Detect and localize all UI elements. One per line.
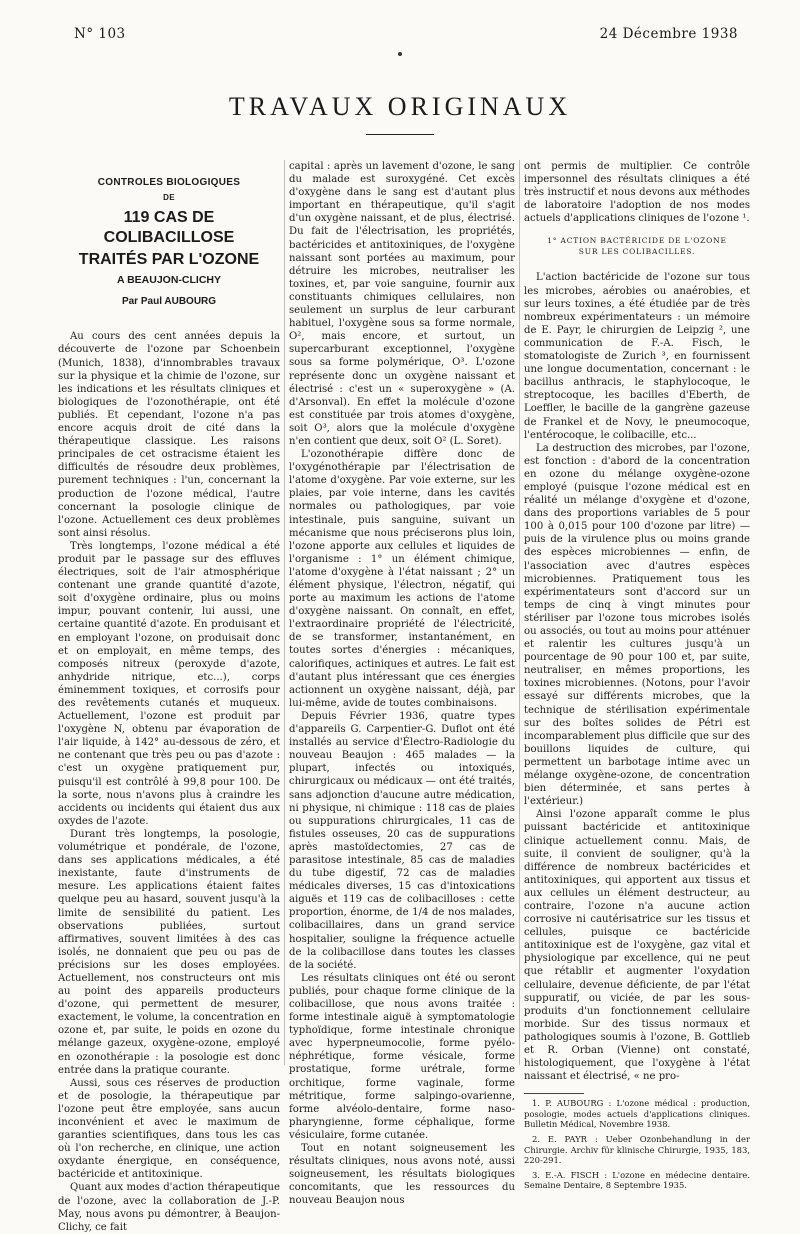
article-heading xyxy=(58,176,280,308)
article-place: A BEAUJON-CLICHY xyxy=(116,274,222,287)
paragraph: L'ozonothérapie diffère donc de l'oxygénothérapie par l'électrisation de l'atome d'oxygène. Par voie externe, sur les plaies, par voie interne, dans les cavités normales ou pathologiques, par voie intestinale, puis sanguine, suivant un mécanisme que nous préciserons plus loin, l'ozone apporte aux cellules et liquides de l'organisme : 1° un élément chimique, l'atome d'oxygène à l'état naissant ; 2° un élément physique, l'électron, négatif, qui porte au maximum les actions de l'atome d'oxygène naissant. On connaît, en effet, l'extraordinaire propriété de l'électricité, de se transformer, instantanément, en toutes sortes d'énergies : mécaniques, calorifiques, actiniques et autres. Le fait est d'autant plus intéressant que ces énergies actionnent un oxygène naissant, déjà, par lui-même, avide de toutes combinaisons. xyxy=(289,449,515,709)
paragraph: capital : après un lavement d'ozone, le sang du malade est suroxygéné. Cet excès d'oxygène dans le sang est d'autant plus important en thérapeutique, qu'il s'agit d'un oxygène naissant, et de plus, électrisé. Du fait de l'électrisation, les propriétés, bactéricides et antitoxiniques, de l'oxygène naissant sont portées au maximum, pour détruire les microbes, neutraliser les toxines, et, par voie sanguine, fournir aux constituants chimiques cellulaires, non seulement un surplus de leur carburant habituel, l'oxygène sous sa forme normale, O², mais encore, et surtout, un supercarburant exceptionnel, l'oxygène sous sa forme polymérique, O³. L'ozone représente donc un oxygène naissant et électrisé : c'est un « superoxygène » (A. d'Arsonval). En effet la molécule d'ozone est constituée par trois atomes d'oxygène, soit O³, alors que la molécule d'oxygène n'en contient que deux, soit O² (L. Soret). xyxy=(289,161,515,447)
paragraph: Durant très longtemps, la posologie, volumétrique et pondérale, de l'ozone, dans ses applications médicales, a été inexistante, faute d'instruments de mesure. Les applications étaient faites quelque peu au hasard, souvent jusqu'à la limite de sensibilité du patient. Les observations publiées, surtout affirmatives, souvent limitées à des cas isolés, ne donnaient que peu ou pas de précisions sur les doses employées. Actuellement, nos constructeurs ont mis au point des appareils producteurs d'ozone, qui permettent de mesurer, exactement, le volume, la concentration en ozone et, par suite, le poids en ozone du mélange gazeux, oxygène-ozone, employé en ozonothérapie : la posologie est donc entrée dans la pratique courante. xyxy=(58,828,280,1076)
article-title-line-1: 119 CAS DE COLIBACILLOSE xyxy=(103,209,235,247)
paragraph: Quant aux modes d'action thérapeutique de l'ozone, avec la collaboration de J.-P. May, nous avons pu démontrer, à Beaujon-Clichy, ce fait xyxy=(58,1182,280,1233)
paragraph: Aussi, sous ces réserves de production et de posologie, la thérapeutique par l'ozone peut être employée, sans aucun inconvénient et avec le maximum de garanties scientifiques, dans tous les cas où l'on recherche, en clinique, une action oxydante énergique, en conséquence, bactéricide et antitoxinique. xyxy=(58,1077,280,1181)
issue-number: N° 103 xyxy=(74,26,126,42)
paragraph: La destruction des microbes, par l'ozone, est fonction : d'abord de la concentration en ozone du mélange oxygène-ozone employé (puisque l'ozone médical est en réalité un mélange d'oxygène et d'ozone, dans des proportions variables de 5 pour 100 à 0,015 pour 100 d'ozone par litre) — puis de la virulence plus ou moins grande des espèces microbiennes — enfin, de l'association avec d'autres espèces microbiennes. Pratiquement tous les expérimentateurs sont d'accord sur un temps de cinq à vingt minutes pour stériliser par l'ozone tous microbes isolés ou associés, ou tout au moins pour atténuer et ralentir les cultures jusqu'à un pourcentage de 90 pour 100 et, par suite, neutraliser, en mêmes proportions, les toxines microbiennes. (Notons, pour l'avoir essayé sur différents microbes, que la technique de stérilisation expérimentale sur des boîtes solides de Pétri est incomparablement plus difficile que sur des bouillons liquides de culture, qui permettent un barbotage intime avec un mélange oxygène-ozone, de concentration bien déterminée, et sans pertes à l'extérieur.) xyxy=(524,442,750,808)
subheading-line-1: 1° ACTION BACTÉRICIDE DE L'OZONE xyxy=(547,236,727,246)
article-kicker-de: DE xyxy=(163,193,175,203)
footnote: 1. P. AUBOURG : L'ozone médical : production, posologie, modes actuels d'applications cliniques. Bulletin Médical, Novembre 1938. xyxy=(524,1098,750,1130)
article-title-line-2: TRAITÉS PAR L'OZONE xyxy=(78,251,260,269)
paragraph: Les résultats cliniques ont été ou seront publiés, pour chaque forme clinique de la colibacillose, que nous avons traitée : forme intestinale aiguë à symptomatologie typhoïdique, forme intestinale chronique avec hyperpneumocolie, forme pyélo-néphrétique, forme vésicale, forme prostatique, forme urétrale, forme orchitique, forme vaginale, forme métritique, forme salpingo-ovarienne, forme alvéolo-dentaire, forme naso-pharyngienne, forme céphalique, forme vésiculaire, forme cutanée. xyxy=(289,972,515,1141)
column-divider xyxy=(284,160,285,1065)
column-1 xyxy=(58,160,280,1234)
paragraph: L'action bactéricide de l'ozone sur tous les microbes, aérobies ou anaérobies, et sur leurs toxines, a été étudiée par de très nombreux expérimentateurs : un mémoire de E. Payr, le chirurgien de Leipzig ², une communication de F.-A. Fisch, le stomatologiste de Zurich ³, en fournissent une longue documentation, concernant : le bacillus anthracis, le staphylocoque, le streptocoque, les bacilles d'Eberth, de Loeffler, le bacille de la gangrène gazeuse de Frankel et de Novy, le pneumocoque, l'entérocoque, le colibacille, etc... xyxy=(524,272,750,441)
subheading xyxy=(524,235,750,257)
footnote: 2. E. PAYR : Ueber Ozonbehandlung in der Chirurgie. Archiv für klinische Chirurgie, 1935, 183, 220-291. xyxy=(524,1134,750,1166)
paragraph: Depuis Février 1936, quatre types d'appareils G. Carpentier-G. Duflot ont été installés au service d'Électro-Radiologie du nouveau Beaujon : 465 malades — la plupart, infectés ou intoxiqués, chirurgicaux ou médicaux — ont été traités, sans adjonction d'aucune autre médication, ni physique, ni chimique : 118 cas de plaies ou suppurations chirurgicales, 11 cas de fistules osseuses, 20 cas de suppurations après mastoïdectomies, 27 cas de parasitose intestinale, 85 cas de maladies du tube digestif, 72 cas de maladies médicales diverses, 15 cas d'intoxications aiguës et 119 cas de colibacilloses : cette proportion, énorme, de 1/4 de nos malades, colibacillaires, dans un grand service hospitalier, souligne la fréquence actuelle de la colibacillose dans toutes les classes de la société. xyxy=(289,710,515,971)
paragraph: Tout en notant soigneusement les résultats cliniques, nous avons noté, aussi soigneusement, les résultats biologiques concomitants, que les ressources du nouveau Beaujon nous xyxy=(289,1143,515,1207)
issue-date: 24 Décembre 1938 xyxy=(599,26,738,42)
article-author: Par Paul AUBOURG xyxy=(121,296,217,308)
subheading-line-2: SUR LES COLIBACILLES. xyxy=(578,247,696,257)
article-kicker: CONTROLES BIOLOGIQUES xyxy=(97,177,241,188)
column-divider xyxy=(519,160,520,1065)
column-3 xyxy=(524,160,750,1191)
footnote: 3. E.-A. FISCH : L'ozone en médecine dentaire. Semaine Dentaire, 8 Septembre 1935. xyxy=(524,1169,750,1191)
column-2 xyxy=(289,160,515,1208)
paragraph: Très longtemps, l'ozone médical a été produit par le passage sur des effluves électriques, soit de l'air atmosphérique contenant une grande quantité d'azote, soit d'oxygène ordinaire, plus ou moins impur, pouvant contenir, lui aussi, une certaine quantité d'azote. En produisant et en employant l'ozone, on produisait donc et on employait, en même temps, des composés nitreux (peroxyde d'azote, anhydride nitrique, etc...), corps éminemment toxiques, et corrosifs pour des revêtements cutanés et muqueux. Actuellement, l'ozone est produit par l'oxygène N, obtenu par évaporation de l'air liquide, à 142° au-dessous de zéro, et ne contenant que très peu ou pas d'azote : c'est un oxygène pratiquement pur, puisqu'il est contrôlé à 99,8 pour 100. De la sorte, nous n'avons plus à craindre les accidents ou incidents qui étaient dus aux oxydes de l'azote. xyxy=(58,540,280,827)
paragraph: Ainsi l'ozone apparaît comme le plus puissant bactéricide et antitoxinique clinique actuellement connu. Mais, de suite, il convient de souligner, qu'à la différence de nombreux bactéricides et antitoxiniques, qui apportent aux tissus et aux cellules un élément destructeur, au contraire, l'ozone n'a aucune action corrosive ni cautérisatrice sur les tissus et cellules, puisque ce bactéricide antitoxinique est de l'oxygène, gaz vital et physiologique par excellence, qui ne peut que rétablir et augmenter l'oxydation cellulaire, devenue déficiente, de par l'état suppuratif, ou viciée, de par les sous-produits d'un fonctionnement cellulaire morbide. Sur des tissus normaux et pathologiques soumis à l'ozone, B. Gottlieb et R. Orban (Vienne) ont constaté, histologiquement, que l'oxygène à l'état naissant et électrisé, « ne pro- xyxy=(524,809,750,1083)
paragraph: ont permis de multiplier. Ce contrôle impersonnel des résultats cliniques a été très instructif et nous devons aux méthodes de laboratoire l'adoption de nos modes actuels d'applications cliniques de l'ozone ¹. xyxy=(524,161,750,225)
section-title: TRAVAUX ORIGINAUX xyxy=(228,92,572,121)
paragraph: Au cours des cent années depuis la découverte de l'ozone par Schoenbein (Munich, 1838), d'innombrables travaux sur la physique et la chimie de l'ozone, sur les indications et les résultats cliniques et biologiques de l'ozonothérapie, ont été publiés. Et cependant, l'ozone n'a pas encore acquis droit de cité dans la thérapeutique classique. Les raisons principales de cet ostracisme étaient les difficultés de résoudre deux problèmes, purement techniques : l'un, concernant la production de l'ozone médical, l'autre concernant la posologie clinique de l'ozone. Actuellement ces deux problèmes sont ainsi résolus. xyxy=(58,331,280,539)
title-rule xyxy=(366,134,434,135)
header-ornament-dot xyxy=(398,52,402,56)
footnote-rule xyxy=(524,1093,584,1094)
